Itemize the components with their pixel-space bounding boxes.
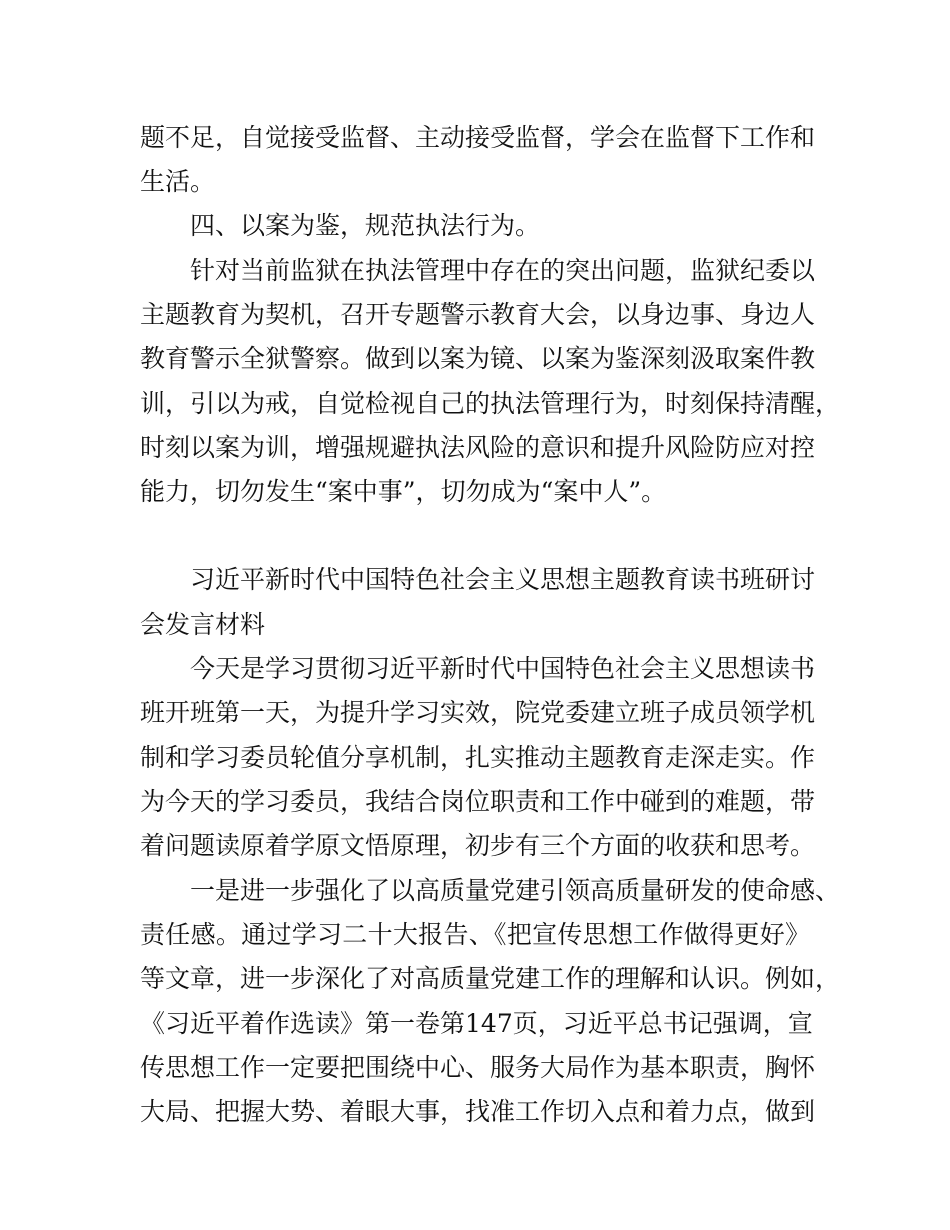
section-heading: 四、以案为鉴，规范执法行为。: [190, 211, 541, 240]
text-line: 生活。: [140, 167, 216, 196]
article-title-cont: 会发言材料: [140, 610, 266, 639]
text-line: 训，引以为戒，自觉检视自己的执法管理行为，时刻保持清醒，: [140, 389, 841, 418]
text-line: 责任感。通过学习二十大报告、《把宣传思想工作做得更好》: [140, 920, 810, 949]
text-line: 传思想工作一定要把围绕中心、服务大局作为基本职责，胸怀: [140, 1053, 816, 1082]
text-line: 能力，切勿发生“案中事”，切勿成为“案中人”。: [140, 477, 667, 506]
text-line: 一是进一步强化了以高质量党建引领高质量研发的使命感、: [190, 876, 841, 905]
text-line: 题不足，自觉接受监督、主动接受监督，学会在监督下工作和: [140, 123, 816, 152]
text-line: 主题教育为契机，召开专题警示教育大会，以身边事、身边人: [140, 300, 816, 329]
text-line: 大局、把握大势、着眼大事，找准工作切入点和着力点，做到: [140, 1097, 816, 1126]
text-line: 制和学习委员轮值分享机制，扎实推动主题教育走深走实。作: [140, 743, 816, 772]
text-line: 时刻以案为训，增强规避执法风险的意识和提升风险防应对控: [140, 433, 816, 462]
text-line: 着问题读原着学原文悟原理，初步有三个方面的收获和思考。: [140, 831, 816, 860]
text-line: 为今天的学习委员，我结合岗位职责和工作中碰到的难题，带: [140, 787, 816, 816]
article-title: 习近平新时代中国特色社会主义思想主题教育读书班研讨: [190, 565, 816, 594]
text-line: 班开班第一天，为提升学习实效，院党委建立班子成员领学机: [140, 698, 816, 727]
text-line: 等文章，进一步深化了对高质量党建工作的理解和认识。例如，: [140, 964, 841, 993]
text-line: 针对当前监狱在执法管理中存在的突出问题，监狱纪委以: [190, 256, 816, 285]
text-line: 《习近平着作选读》第一卷第147页，习近平总书记强调，宣: [140, 1009, 813, 1038]
text-line: 教育警示全狱警察。做到以案为镜、以案为鉴深刻汲取案件教: [140, 344, 816, 373]
text-line: 今天是学习贯彻习近平新时代中国特色社会主义思想读书: [190, 654, 816, 683]
